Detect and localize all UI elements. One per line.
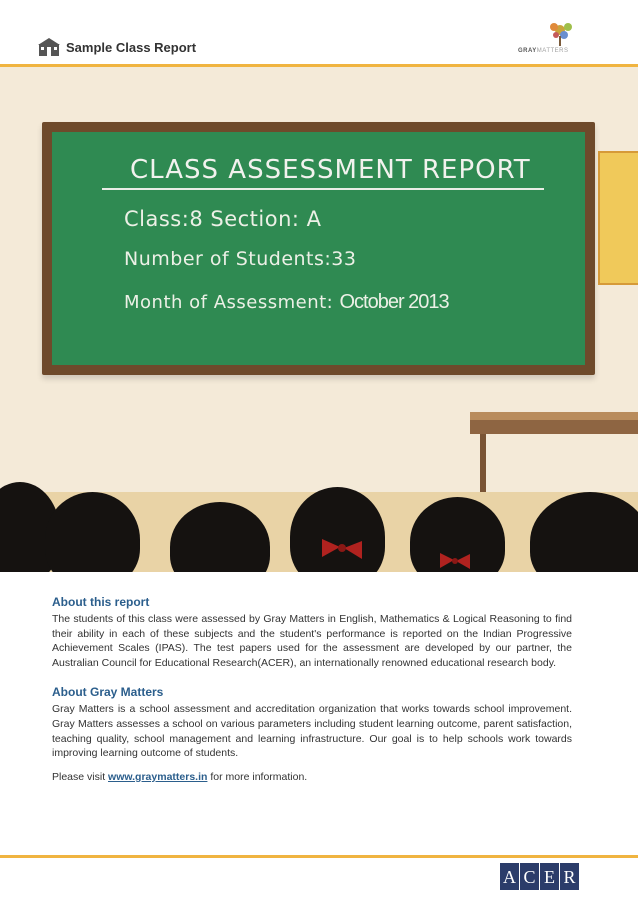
report-description — [52, 595, 572, 783]
acer-letter: E — [540, 863, 559, 890]
visit-prefix: Please visit — [52, 770, 109, 783]
about-report-text: The students of this class were assessed by Gray Matters in English, Mathematics & Logical Reasoning to find their ability in each of these subjects and the student's performance is reported on the Indian Progressive Achievement Scales (IPAS). The test papers used for the assessment are developed by our partner, the Australian Council for Educational Research(ACER), an internationally renowned educational research body. — [52, 613, 572, 669]
desk — [470, 420, 638, 434]
footer-divider — [0, 855, 638, 858]
hair-bow-icon — [322, 539, 362, 559]
alphabet-chart — [598, 151, 638, 285]
about-gray-matters-heading: About Gray Matters — [52, 685, 164, 700]
month-value: October 2013 — [339, 291, 449, 313]
visit-suffix: for more information. — [207, 770, 308, 783]
report-type-title — [38, 38, 196, 56]
acer-logo — [500, 863, 579, 890]
acer-letter: R — [560, 863, 579, 890]
logo-wordmark: GRAYMATTERS — [518, 48, 569, 54]
brain-tree-icon — [528, 18, 588, 48]
acer-letter: C — [520, 863, 539, 890]
board-underline — [102, 188, 544, 190]
assessment-month-line — [124, 291, 449, 314]
about-report-heading: About this report — [52, 595, 150, 609]
students-count-line: Number of Students:33 — [124, 248, 357, 270]
about-gray-matters-text: Gray Matters is a school assessment and accreditation organization that works towards school improvement. Gray Matters assesses a school on various parameters including student learning outcome, parent satisfaction, teaching quality, school management and learning infrastructure. Our goal is to help schools work towards improving learning outcome of students. — [52, 703, 572, 760]
gray-matters-logo — [518, 18, 598, 63]
school-building-icon — [38, 38, 60, 56]
header-title-text: Sample Class Report — [66, 39, 197, 55]
visit-line — [52, 771, 572, 783]
month-label: Month of Assessment: — [124, 292, 340, 313]
acer-letter: A — [500, 863, 519, 890]
classroom-illustration — [0, 67, 638, 572]
class-section-line: Class:8 Section: A — [124, 207, 322, 231]
header — [0, 0, 638, 68]
hair-bow-icon — [440, 553, 470, 569]
graymatters-website-link[interactable]: www.graymatters.in — [108, 770, 208, 783]
board-title: CLASS ASSESSMENT REPORT — [130, 155, 531, 185]
